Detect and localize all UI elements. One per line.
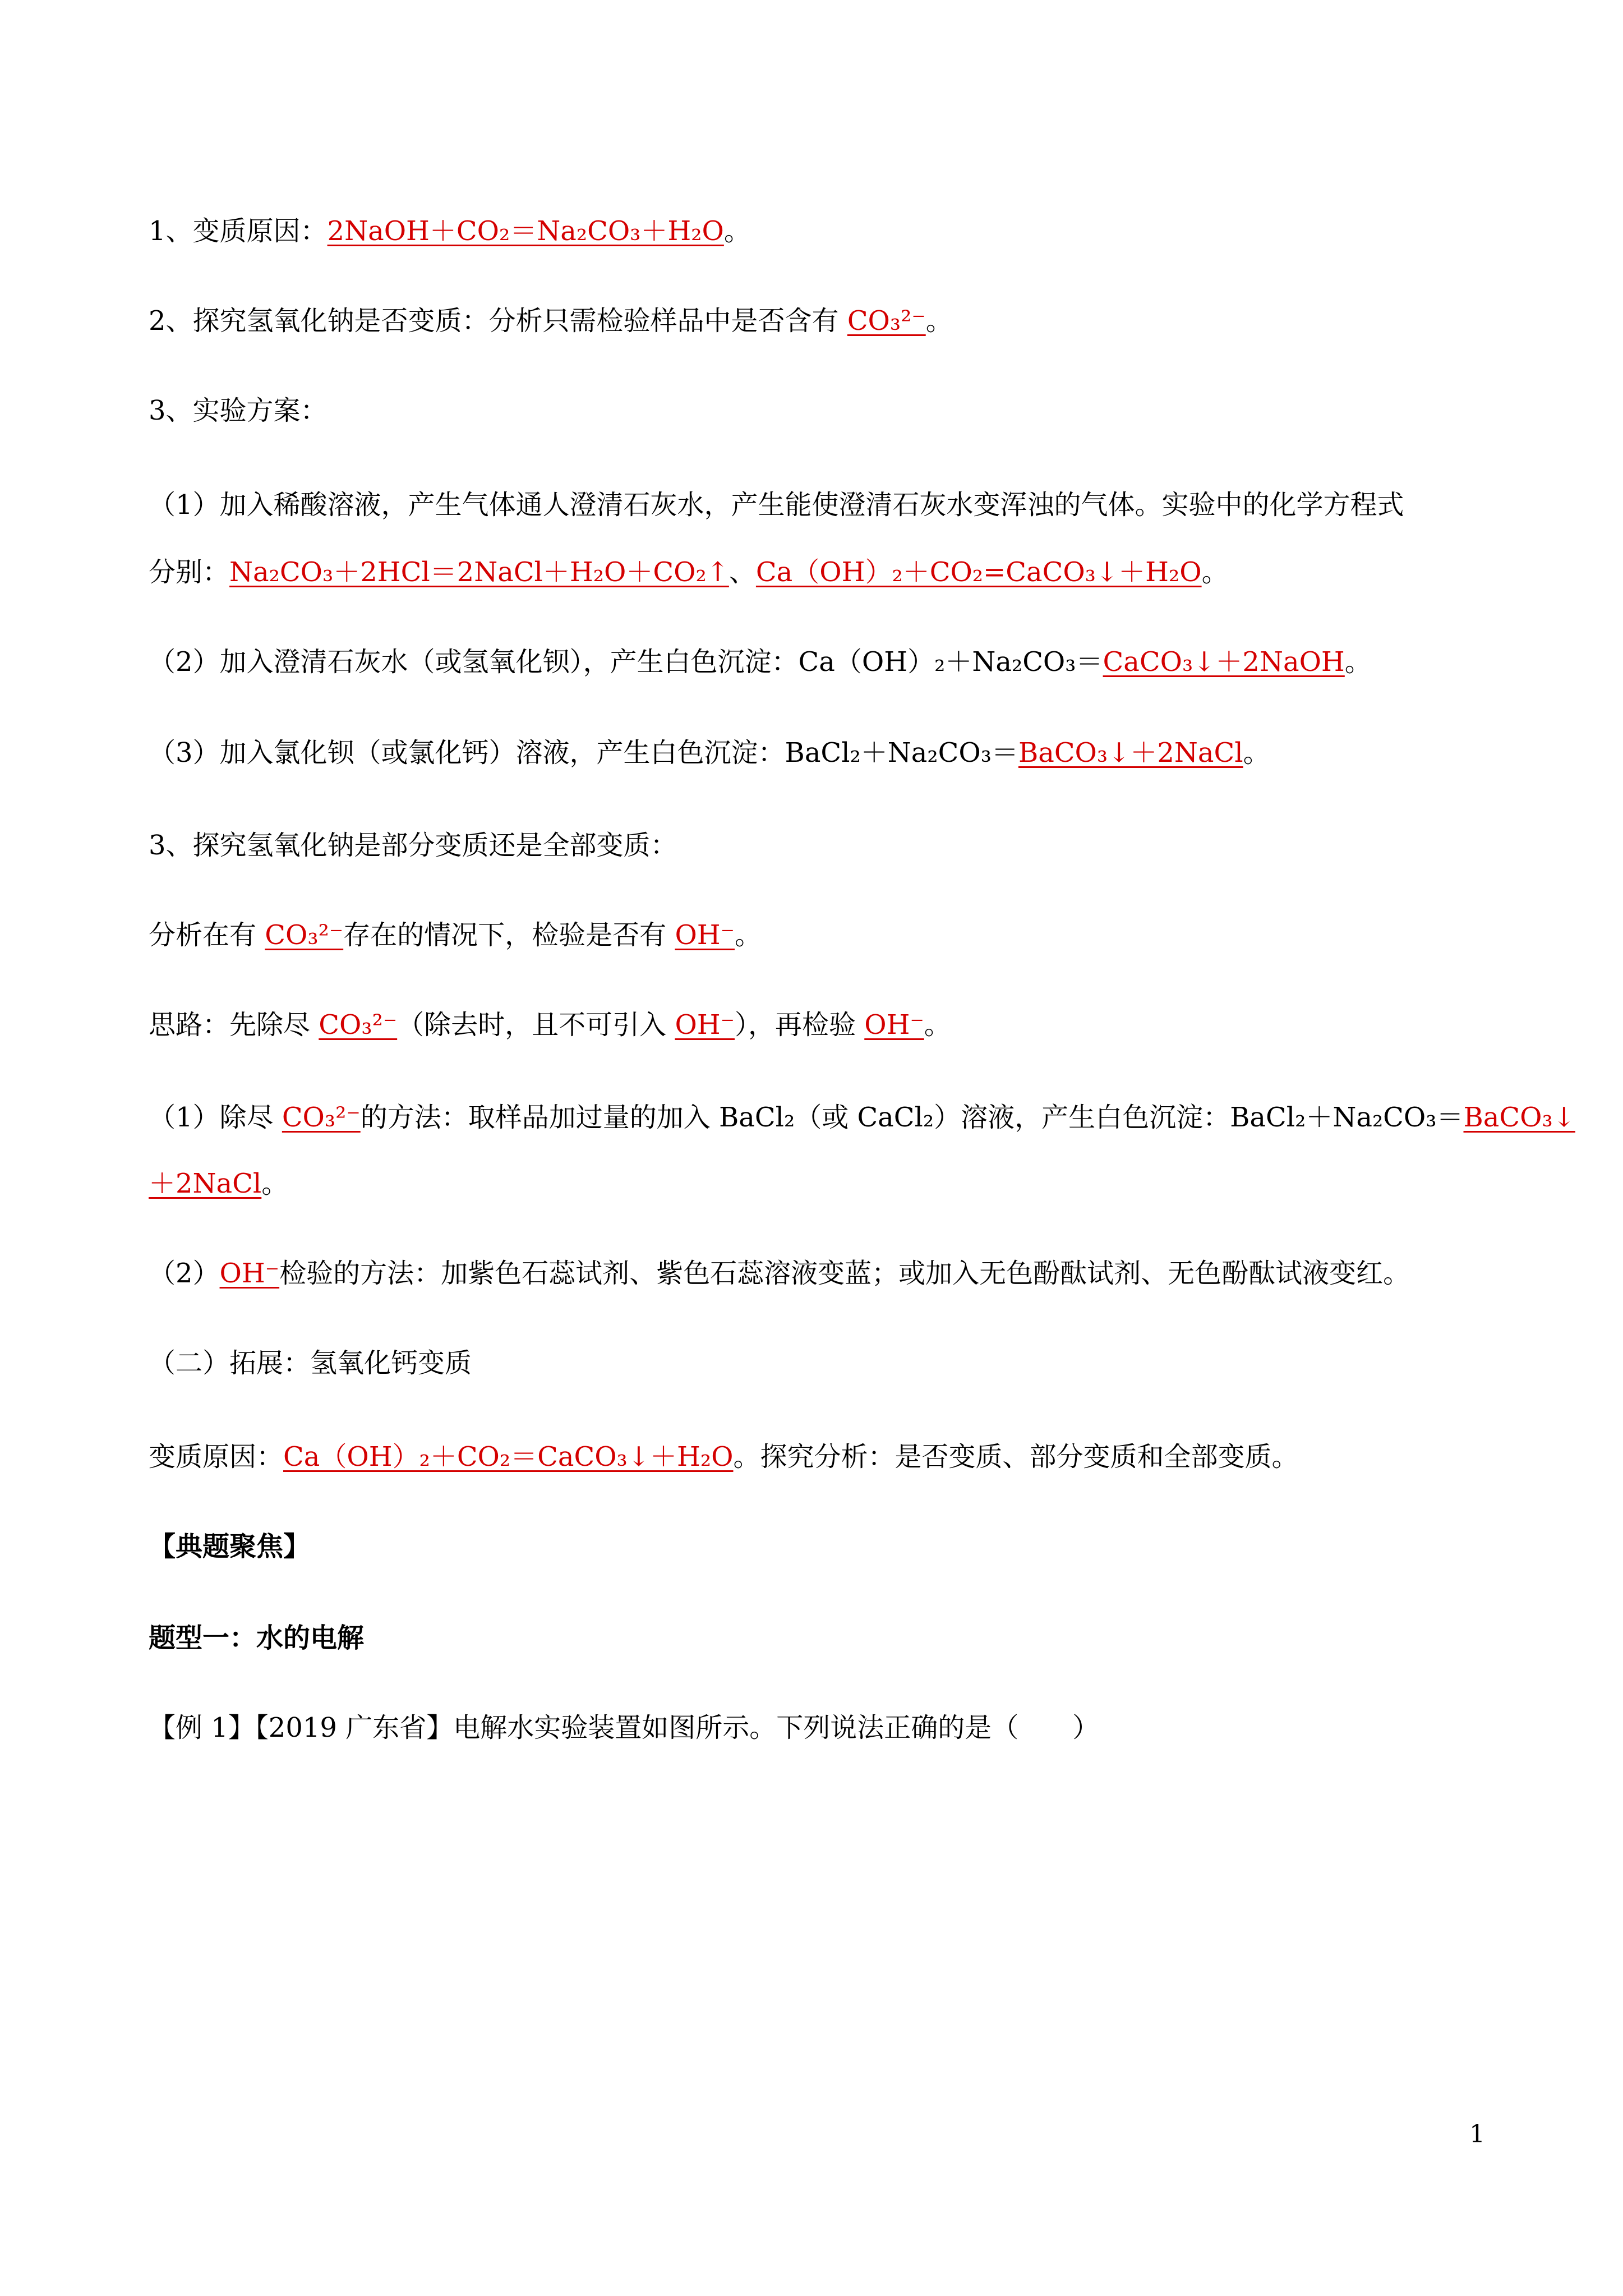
line-6-prefix: （2）加入澄清石灰水（或氢氧化钡），产生白色沉淀：Ca（OH）₂＋Na₂CO₃＝ xyxy=(149,646,1103,678)
section-heading-text: 【典题聚焦】 xyxy=(149,1531,311,1562)
answer-equation: CaCO₃↓＋2NaOH xyxy=(1103,646,1345,678)
line-3-text: 3、实验方案： xyxy=(149,395,328,426)
line-6-suffix: 。 xyxy=(1344,646,1372,678)
line-5-suffix: 。 xyxy=(1201,556,1229,588)
line-2-suffix: 。 xyxy=(925,305,953,337)
line-14 xyxy=(149,1345,472,1381)
line-1-suffix: 。 xyxy=(723,215,751,247)
line-10-middle: （除去时，且不可引入 xyxy=(397,1009,675,1041)
line-7-prefix: （3）加入氯化钡（或氯化钙）溶液，产生白色沉淀：BaCl₂＋Na₂CO₃＝ xyxy=(149,737,1018,769)
question-type-text: 题型一：水的电解 xyxy=(149,1622,365,1654)
line-5-prefix: 分别： xyxy=(149,556,230,588)
line-11-prefix: （1）除尽 xyxy=(149,1102,282,1133)
question-type-heading xyxy=(149,1620,364,1656)
line-15-suffix: 。探究分析：是否变质、部分变质和全部变质。 xyxy=(733,1441,1299,1473)
line-2-prefix: 2、探究氢氧化钠是否变质：分析只需检验样品中是否含有 xyxy=(149,305,847,337)
line-11 xyxy=(149,1099,1575,1135)
answer-equation: Ca（OH）₂＋CO₂＝CaCO₃↓＋H₂O xyxy=(283,1441,734,1473)
line-13 xyxy=(149,1255,1410,1291)
answer-equation: 2NaOH＋CO₂＝Na₂CO₃＋H₂O xyxy=(327,215,724,247)
line-10-suffix: 。 xyxy=(924,1009,951,1041)
line-1-prefix: 1、变质原因： xyxy=(149,215,328,247)
line-11-middle: 的方法：取样品加过量的加入 BaCl₂（或 CaCl₂）溶液，产生白色沉淀：BaCl₂＋Na₂CO₃＝ xyxy=(360,1102,1464,1133)
answer-ion: OH⁻ xyxy=(675,1009,735,1041)
line-5 xyxy=(149,554,1229,590)
line-3 xyxy=(149,393,328,429)
answer-ion: CO₃²⁻ xyxy=(282,1102,361,1133)
line-9-middle: 存在的情况下，检验是否有 xyxy=(343,919,675,951)
answer-equation: BaCO₃↓ xyxy=(1463,1102,1575,1133)
line-5-separator: 、 xyxy=(728,556,756,588)
answer-equation: Ca（OH）₂＋CO₂=CaCO₃↓＋H₂O xyxy=(755,556,1202,588)
line-8-text: 3、探究氢氧化钠是部分变质还是全部变质： xyxy=(149,830,677,861)
line-7 xyxy=(149,735,1270,771)
answer-ion: OH⁻ xyxy=(675,919,735,951)
answer-equation: BaCO₃↓＋2NaCl xyxy=(1018,737,1243,769)
line-9-suffix: 。 xyxy=(734,919,762,951)
line-14-text: （二）拓展：氢氧化钙变质 xyxy=(149,1347,472,1379)
line-13-suffix: 检验的方法：加紫色石蕊试剂、紫色石蕊溶液变蓝；或加入无色酚酞试剂、无色酚酞试液变红。 xyxy=(279,1258,1410,1289)
answer-ion: CO₃²⁻ xyxy=(319,1009,398,1041)
answer-ion: CO₃²⁻ xyxy=(847,305,926,337)
line-10 xyxy=(149,1007,951,1043)
page-number: 1 xyxy=(1469,2120,1485,2148)
section-heading xyxy=(149,1529,310,1565)
line-9-prefix: 分析在有 xyxy=(149,919,265,951)
line-10-prefix: 思路：先除尽 xyxy=(149,1009,319,1041)
line-1 xyxy=(149,213,751,249)
line-7-suffix: 。 xyxy=(1243,737,1270,769)
answer-equation: Na₂CO₃＋2HCl＝2NaCl＋H₂O＋CO₂↑ xyxy=(229,556,729,588)
line-6 xyxy=(149,644,1372,680)
line-8 xyxy=(149,827,677,863)
line-12-suffix: 。 xyxy=(261,1168,289,1199)
line-9 xyxy=(149,917,762,953)
example-question xyxy=(149,1710,1099,1746)
line-2 xyxy=(149,303,953,339)
line-4-text: （1）加入稀酸溶液，产生气体通人澄清石灰水，产生能使澄清石灰水变浑浊的气体。实验中的化学方程式 xyxy=(149,489,1404,521)
answer-ion: OH⁻ xyxy=(864,1009,924,1041)
line-15-prefix: 变质原因： xyxy=(149,1441,284,1473)
line-15 xyxy=(149,1439,1299,1475)
line-4 xyxy=(149,487,1404,523)
answer-equation: ＋2NaCl xyxy=(149,1168,262,1199)
answer-ion: CO₃²⁻ xyxy=(265,919,344,951)
line-13-prefix: （2） xyxy=(149,1258,220,1289)
answer-ion: OH⁻ xyxy=(219,1258,280,1289)
example-question-text: 【例 1】【2019 广东省】电解水实验装置如图所示。下列说法正确的是（ ） xyxy=(149,1712,1100,1743)
line-10-middle-2: ），再检验 xyxy=(734,1009,865,1041)
line-12 xyxy=(149,1166,288,1202)
